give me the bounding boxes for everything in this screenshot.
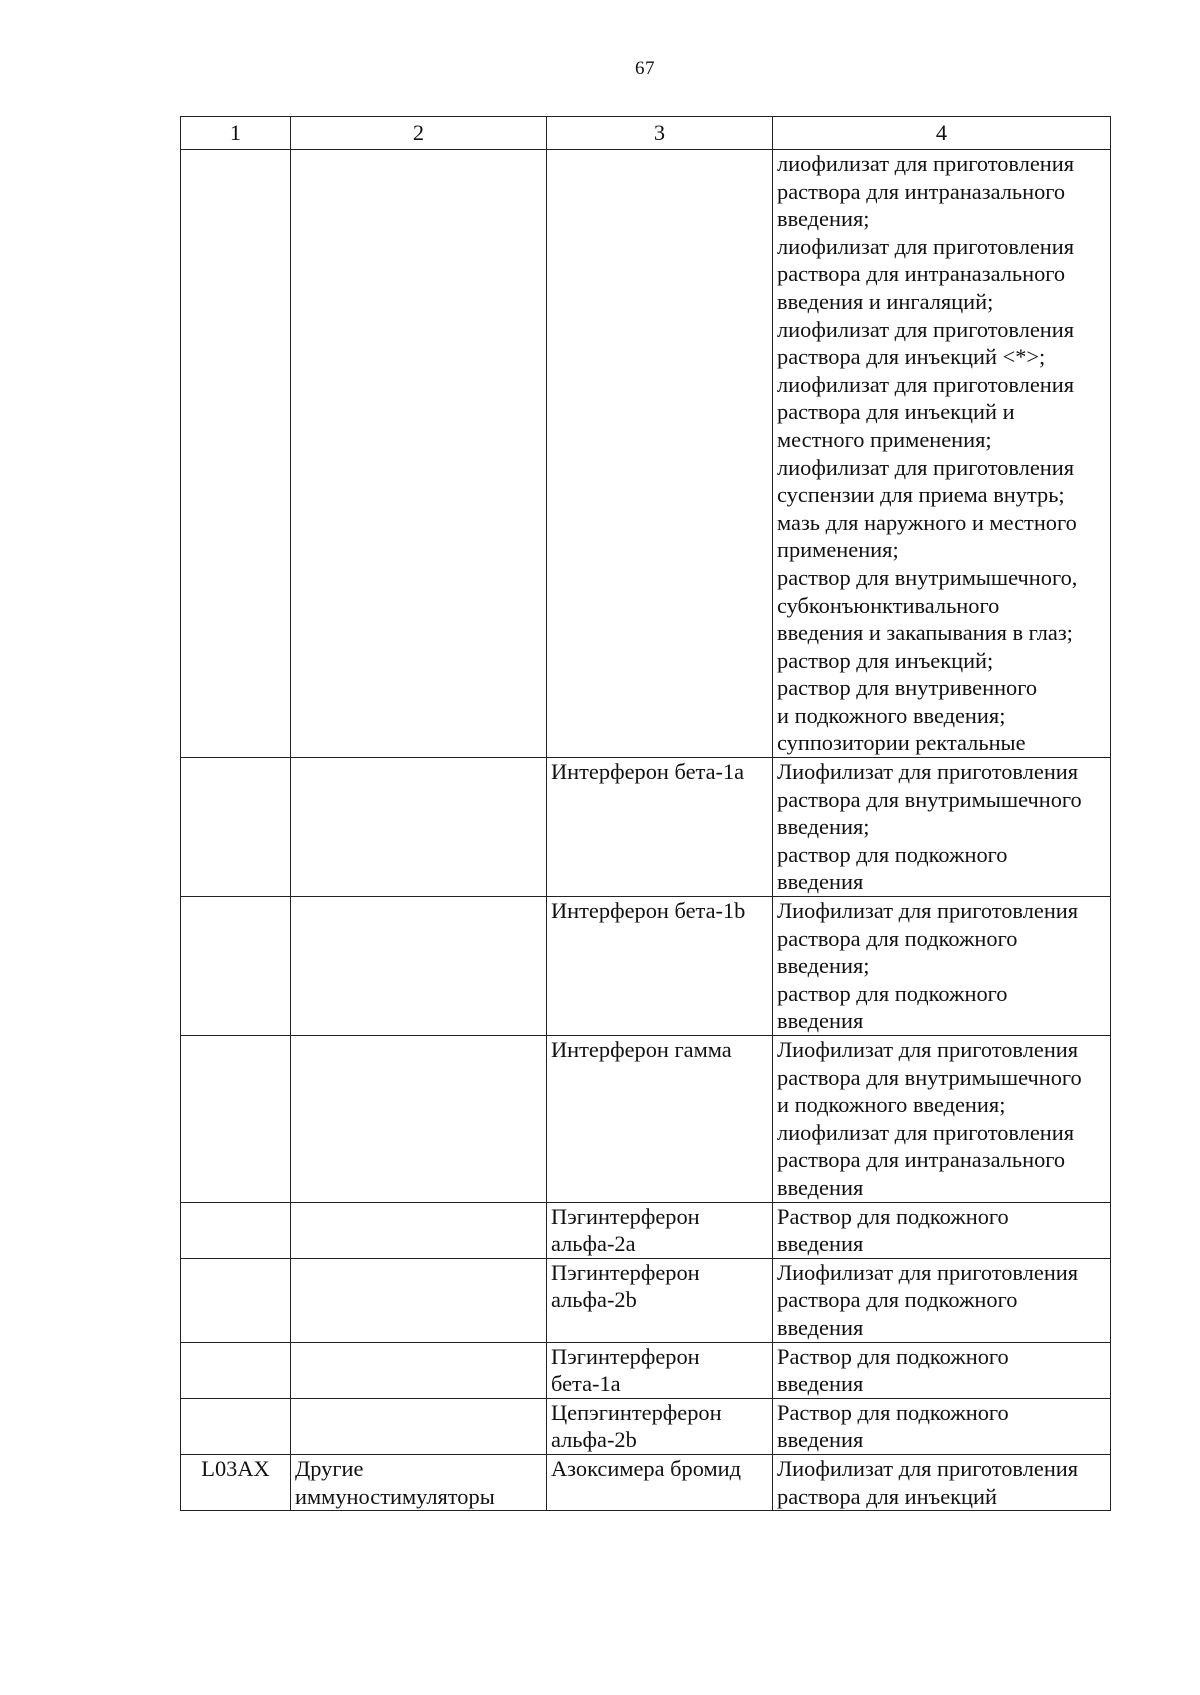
dosage-form-line: местного применения; (777, 426, 992, 452)
table-row (181, 1202, 1111, 1258)
dosage-form-line: лиофилизат для приготовления (777, 454, 1075, 480)
dosage-form-line: раствора для инъекций (777, 1483, 997, 1509)
dosage-form-line: раствора для интраназального (777, 1147, 1066, 1173)
dosage-form-line: раствора для внутримышечного (777, 1064, 1082, 1090)
drug-name-line: Азоксимера бромид (551, 1455, 742, 1481)
dosage-form-line: лиофилизат для приготовления (777, 151, 1075, 176)
table-row (181, 1398, 1111, 1454)
atc-code-cell (181, 1202, 291, 1258)
drug-table (180, 116, 1111, 1511)
table-row (181, 1258, 1111, 1342)
dosage-form-line: лиофилизат для приготовления (777, 316, 1075, 342)
table-row (181, 1036, 1111, 1203)
dosage-form-cell (773, 1202, 1111, 1258)
dosage-form-line: Раствор для подкожного (777, 1203, 1009, 1229)
dosage-form-cell (773, 150, 1111, 758)
dosage-form-line: мазь для наружного и местного (777, 509, 1077, 535)
drug-name-line: альфа-2b (551, 1427, 637, 1453)
dosage-form-line: введения; (777, 953, 870, 979)
group-cell (291, 150, 547, 758)
dosage-form-line: лиофилизат для приготовления (777, 371, 1075, 397)
group-cell (291, 1036, 547, 1203)
drug-name-cell (547, 1454, 773, 1510)
table-row (181, 150, 1111, 758)
column-header-4: 4 (773, 117, 1111, 150)
dosage-form-line: раствора для интраназального (777, 178, 1066, 204)
table-body (181, 150, 1111, 1511)
dosage-form-cell (773, 1398, 1111, 1454)
column-header-3: 3 (547, 117, 773, 150)
dosage-form-cell (773, 1258, 1111, 1342)
dosage-form-line: применения; (777, 537, 899, 563)
group-line: иммуностимуляторы (295, 1483, 495, 1509)
dosage-form-line: Раствор для подкожного (777, 1399, 1009, 1425)
page-number: 67 (635, 58, 655, 79)
dosage-form-cell (773, 758, 1111, 897)
drug-name-line: Интерферон бета-1b (551, 898, 746, 924)
dosage-form-line: раствор для подкожного (777, 980, 1008, 1006)
dosage-form-cell (773, 897, 1111, 1036)
dosage-form-line: лиофилизат для приготовления (777, 233, 1075, 259)
drug-name-line: альфа-2a (551, 1231, 636, 1257)
drug-name-cell (547, 1202, 773, 1258)
group-cell (291, 897, 547, 1036)
dosage-form-line: раствора для внутримышечного (777, 786, 1082, 812)
dosage-form-line: и подкожного введения; (777, 702, 1006, 728)
dosage-form-line: раствор для инъекций; (777, 647, 994, 673)
drug-name-line: Цепэгинтерферон (551, 1399, 722, 1425)
dosage-form-line: Лиофилизат для приготовления (777, 898, 1079, 924)
drug-name-cell (547, 1036, 773, 1203)
dosage-form-line: Лиофилизат для приготовления (777, 1037, 1079, 1062)
dosage-form-line: введения (777, 1008, 864, 1034)
dosage-form-line: введения (777, 1371, 864, 1397)
atc-code-cell (181, 1258, 291, 1342)
dosage-form-line: раствора для подкожного (777, 925, 1018, 951)
drug-name-cell (547, 1398, 773, 1454)
dosage-form-line: введения (777, 869, 864, 895)
dosage-form-line: раствор для внутримышечного, (777, 564, 1078, 590)
dosage-form-line: лиофилизат для приготовления (777, 1119, 1075, 1145)
drug-name-line: Пэгинтерферон (551, 1203, 700, 1229)
atc-code-cell (181, 897, 291, 1036)
table-row (181, 758, 1111, 897)
drug-name-cell (547, 1342, 773, 1398)
dosage-form-line: суспензии для приема внутрь; (777, 482, 1065, 508)
dosage-form-line: введения (777, 1231, 864, 1257)
dosage-form-line: Раствор для подкожного (777, 1343, 1009, 1369)
drug-name-cell (547, 897, 773, 1036)
atc-code-cell (181, 1036, 291, 1203)
dosage-form-line: раствора для интраназального (777, 261, 1066, 287)
drug-name-line: бета-1a (551, 1371, 621, 1397)
column-header-2: 2 (291, 117, 547, 150)
group-cell (291, 1454, 547, 1510)
table-header-row (181, 117, 1111, 150)
table-row (181, 1342, 1111, 1398)
dosage-form-line: Лиофилизат для приготовления (777, 1455, 1079, 1481)
drug-name-line: Пэгинтерферон (551, 1343, 700, 1369)
group-cell (291, 758, 547, 897)
atc-code-cell (181, 150, 291, 758)
atc-code-cell (181, 758, 291, 897)
dosage-form-line: субконъюнктивального (777, 592, 1000, 618)
drug-name-line: Интерферон гамма (551, 1037, 732, 1062)
table-row (181, 1454, 1111, 1510)
dosage-form-line: введения (777, 1314, 864, 1340)
drug-name-cell (547, 150, 773, 758)
atc-code-cell: L03AX (181, 1454, 291, 1510)
dosage-form-line: введения и ингаляций; (777, 288, 994, 314)
table-row (181, 897, 1111, 1036)
dosage-form-line: введения и закапывания в глаз; (777, 620, 1073, 646)
dosage-form-cell (773, 1454, 1111, 1510)
group-cell (291, 1258, 547, 1342)
group-line: Другие (295, 1455, 364, 1481)
drug-name-line: Пэгинтерферон (551, 1259, 700, 1285)
dosage-form-cell (773, 1036, 1111, 1203)
group-cell (291, 1202, 547, 1258)
drug-name-line: Интерферон бета-1a (551, 759, 745, 785)
dosage-form-line: раствора для подкожного (777, 1287, 1018, 1313)
dosage-form-line: введения (777, 1174, 864, 1200)
dosage-form-cell (773, 1342, 1111, 1398)
dosage-form-line: введения; (777, 206, 870, 232)
group-cell (291, 1342, 547, 1398)
atc-code-cell (181, 1398, 291, 1454)
atc-code-cell (181, 1342, 291, 1398)
dosage-form-line: раствор для подкожного (777, 841, 1008, 867)
dosage-form-line: раствор для внутривенного (777, 675, 1038, 701)
drug-name-cell (547, 1258, 773, 1342)
dosage-form-line: введения; (777, 814, 870, 840)
dosage-form-line: введения (777, 1427, 864, 1453)
dosage-form-line: Лиофилизат для приготовления (777, 1259, 1079, 1285)
dosage-form-line: и подкожного введения; (777, 1092, 1006, 1118)
column-header-1: 1 (181, 117, 291, 150)
dosage-form-line: суппозитории ректальные (777, 730, 1026, 756)
group-cell (291, 1398, 547, 1454)
dosage-form-line: раствора для инъекций <*>; (777, 344, 1046, 370)
drug-name-cell (547, 758, 773, 897)
drug-name-line: альфа-2b (551, 1287, 637, 1313)
dosage-form-line: раствора для инъекций и (777, 399, 1015, 425)
dosage-form-line: Лиофилизат для приготовления (777, 759, 1079, 785)
